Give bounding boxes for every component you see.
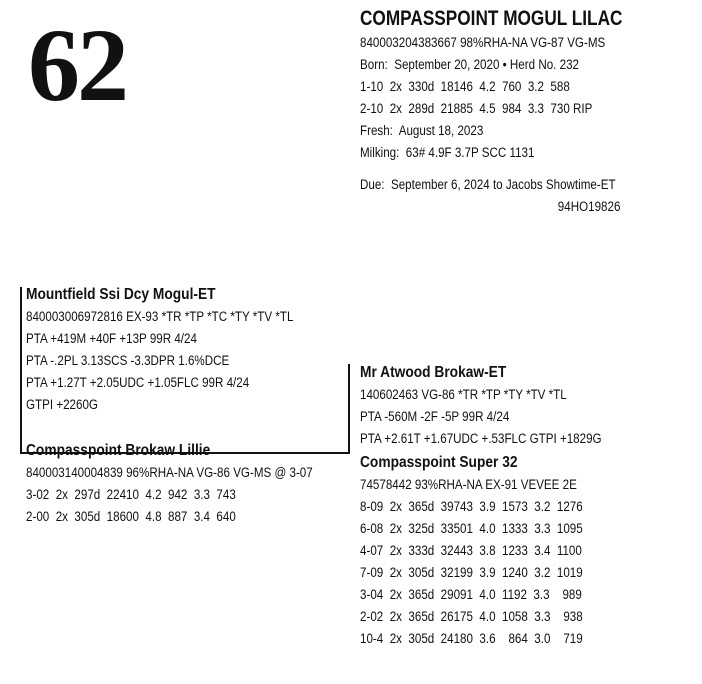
sire-gtpi-line: GTPI +2260G (26, 397, 98, 412)
cow-due-bull-id: 94HO19826 (557, 199, 621, 214)
lot-number: 62 (28, 8, 126, 123)
cow-fresh-line: Fresh: August 18, 2023 (360, 123, 484, 138)
sire-name: Mountfield Ssi Dcy Mogul-ET (26, 286, 216, 303)
granddam-record-line: 8-09 2x 365d 39743 3.9 1573 3.2 1276 (360, 499, 583, 514)
granddam-name: Compasspoint Super 32 (360, 454, 518, 471)
granddam-record-line: 10-4 2x 305d 24180 3.6 864 3.0 719 (360, 631, 583, 646)
granddam-record-line: 2-02 2x 365d 26175 4.0 1058 3.3 938 (360, 609, 583, 624)
dam-id-line: 840003140004839 96%RHA-NA VG-86 VG-MS @ 3-07 (26, 465, 313, 480)
dam-info (26, 440, 356, 528)
dam-record-line: 3-02 2x 297d 22410 4.2 942 3.3 743 (26, 487, 236, 502)
cow-id-line: 840003204383667 98%RHA-NA VG-87 VG-MS (360, 35, 606, 50)
cow-born-line: Born: September 20, 2020 • Herd No. 232 (360, 57, 579, 72)
cow-record-line: 1-10 2x 330d 18146 4.2 760 3.2 588 (360, 79, 570, 94)
dam-sire-name: Mr Atwood Brokaw-ET (360, 364, 507, 381)
dam-sire-pta-line: PTA +2.61T +1.67UDC +.53FLC GTPI +1829G (360, 431, 602, 446)
cow-milking-line: Milking: 63# 4.9F 3.7P SCC 1131 (360, 145, 535, 160)
granddam-id-line: 74578442 93%RHA-NA EX-91 VEVEE 2E (360, 477, 577, 492)
dam-sire-pta-line: PTA -560M -2F -5P 99R 4/24 (360, 409, 510, 424)
cow-info (360, 6, 700, 218)
cow-record-line: 2-10 2x 289d 21885 4.5 984 3.3 730 RIP (360, 101, 593, 116)
dam-name: Compasspoint Brokaw Lillie (26, 442, 211, 459)
pedigree-bracket-left (20, 287, 22, 454)
cow-due-line: Due: September 6, 2024 to Jacobs Showtime-ET (360, 177, 616, 192)
granddam-record-line: 7-09 2x 305d 32199 3.9 1240 3.2 1019 (360, 565, 583, 580)
sire-info (26, 284, 356, 416)
sire-pta-line: PTA -.2PL 3.13SCS -3.3DPR 1.6%DCE (26, 353, 230, 368)
sire-id-line: 840003006972816 EX-93 *TR *TP *TC *TY *TV *TL (26, 309, 294, 324)
dam-sire-info (360, 362, 700, 450)
cow-name: COMPASSPOINT MOGUL LILAC (360, 7, 623, 30)
sire-pta-line: PTA +1.27T +2.05UDC +1.05FLC 99R 4/24 (26, 375, 250, 390)
granddam-record-line: 4-07 2x 333d 32443 3.8 1233 3.4 1100 (360, 543, 582, 558)
sire-pta-line: PTA +419M +40F +13P 99R 4/24 (26, 331, 197, 346)
granddam-record-line: 3-04 2x 365d 29091 4.0 1192 3.3 989 (360, 587, 582, 602)
dam-sire-id-line: 140602463 VG-86 *TR *TP *TY *TV *TL (360, 387, 567, 402)
granddam-info (360, 452, 700, 650)
granddam-record-line: 6-08 2x 325d 33501 4.0 1333 3.3 1095 (360, 521, 583, 536)
dam-record-line: 2-00 2x 305d 18600 4.8 887 3.4 640 (26, 509, 236, 524)
